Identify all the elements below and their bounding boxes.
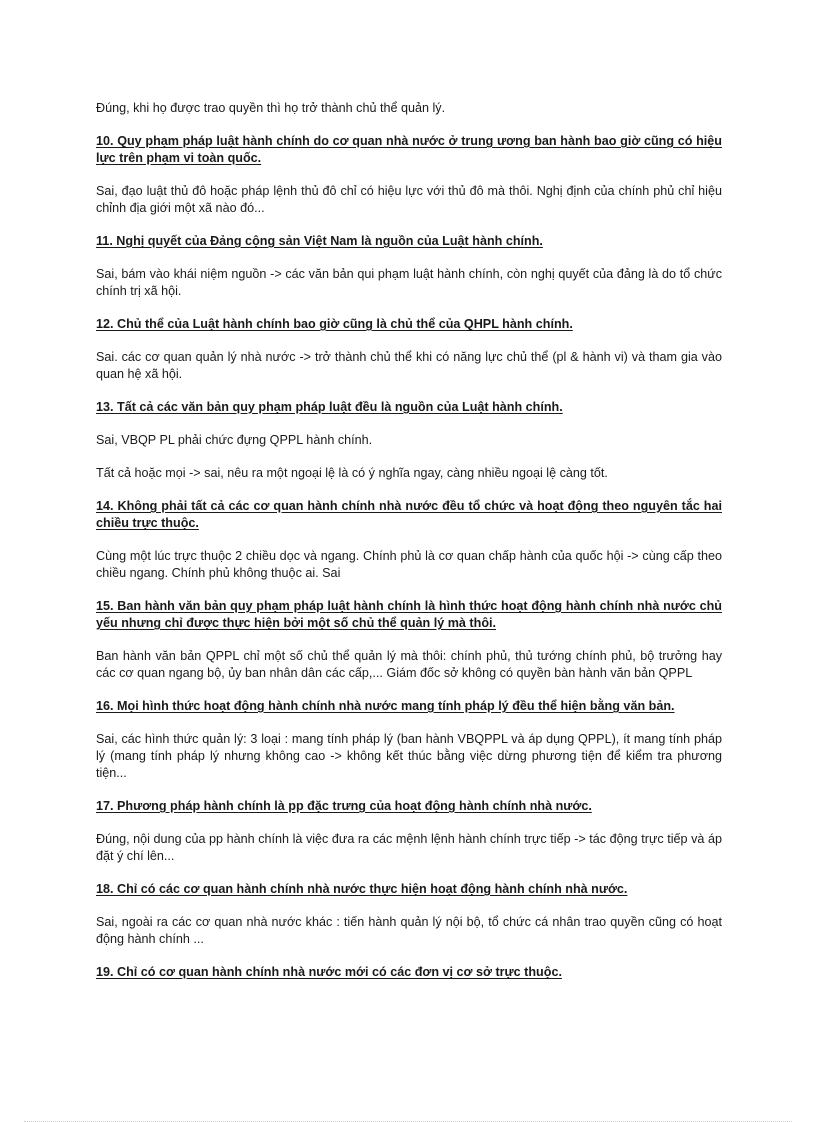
- answer-paragraph: Sai, các hình thức quản lý: 3 loại : mang tính pháp lý (ban hành VBQPPL và áp dụng QPPL), ít mang tính pháp lý (mang tính pháp lý nhưng không cao -> không kết thúc bằng việc dừng phương tiện để kiểm tra phương tiện...: [96, 732, 722, 780]
- question-heading: 14. Không phải tất cả các cơ quan hành chính nhà nước đều tổ chức và hoạt động theo nguyên tắc hai chiều trực thuộc.: [96, 499, 722, 530]
- question-heading: 19. Chỉ có cơ quan hành chính nhà nước mới có các đơn vị cơ sở trực thuộc.: [96, 965, 562, 979]
- question-heading: 17. Phương pháp hành chính là pp đặc trưng của hoạt động hành chính nhà nước.: [96, 799, 592, 813]
- answer-paragraph: Ban hành văn bản QPPL chỉ một số chủ thể quản lý mà thôi: chính phủ, thủ tướng chính phủ, bộ trưởng hay các cơ quan ngang bộ, ủy ban nhân dân các cấp,... Giám đốc sở không có quyền bàn hành văn bản QPPL: [96, 649, 722, 680]
- question-heading: 15. Ban hành văn bản quy phạm pháp luật hành chính là hình thức hoạt động hành chính nhà nước chủ yếu nhưng chỉ được thực hiện bởi một số chủ thể quản lý mà thôi.: [96, 599, 722, 630]
- document-page: [96, 100, 722, 997]
- question-heading: 10. Quy phạm pháp luật hành chính do cơ quan nhà nước ở trung ương ban hành bao giờ cũng có hiệu lực trên phạm vi toàn quốc.: [96, 134, 722, 165]
- answer-paragraph: Sai, bám vào khái niệm nguồn -> các văn bản qui phạm luật hành chính, còn nghị quyết của đảng là do tổ chức chính trị xã hội.: [96, 267, 722, 298]
- answer-paragraph: Đúng, nội dung của pp hành chính là việc đưa ra các mệnh lệnh hành chính trực tiếp -> tác động trực tiếp và áp đặt ý chí lên...: [96, 832, 722, 863]
- question-heading: 18. Chỉ có các cơ quan hành chính nhà nước thực hiện hoạt động hành chính nhà nước.: [96, 882, 628, 896]
- answer-paragraph: Sai, đạo luật thủ đô hoặc pháp lệnh thủ đô chỉ có hiệu lực với thủ đô mà thôi. Nghị định của chính phủ chỉ hiệu chỉnh địa giới một xã nào đó...: [96, 184, 722, 215]
- question-heading: 16. Mọi hình thức hoạt động hành chính nhà nước mang tính pháp lý đều thể hiện bằng văn bản.: [96, 699, 675, 713]
- answer-paragraph: Đúng, khi họ được trao quyền thì họ trở thành chủ thể quản lý.: [96, 101, 446, 115]
- answer-paragraph: Sai, ngoài ra các cơ quan nhà nước khác : tiến hành quản lý nội bộ, tổ chức cá nhân trao quyền cũng có hoạt động hành chính ...: [96, 915, 722, 946]
- answer-paragraph: Cùng một lúc trực thuộc 2 chiều dọc và ngang. Chính phủ là cơ quan chấp hành của quốc hội -> cùng cấp theo chiều ngang. Chính phủ không thuộc ai. Sai: [96, 549, 722, 580]
- page-bottom-divider: [24, 1121, 792, 1122]
- answer-paragraph: Tất cả hoặc mọi -> sai, nêu ra một ngoại lệ là có ý nghĩa ngay, càng nhiều ngoại lệ càng tốt.: [96, 466, 608, 480]
- question-heading: 11. Nghị quyết của Đảng cộng sản Việt Nam là nguồn của Luật hành chính.: [96, 234, 543, 248]
- answer-paragraph: Sai. các cơ quan quản lý nhà nước -> trở thành chủ thể khi có năng lực chủ thể (pl & hành vi) và tham gia vào quan hệ xã hội.: [96, 350, 722, 381]
- question-heading: 13. Tất cả các văn bản quy phạm pháp luật đều là nguồn của Luật hành chính.: [96, 400, 563, 414]
- question-heading: 12. Chủ thể của Luật hành chính bao giờ cũng là chủ thể của QHPL hành chính.: [96, 317, 573, 331]
- answer-paragraph: Sai, VBQP PL phải chức đựng QPPL hành chính.: [96, 433, 373, 447]
